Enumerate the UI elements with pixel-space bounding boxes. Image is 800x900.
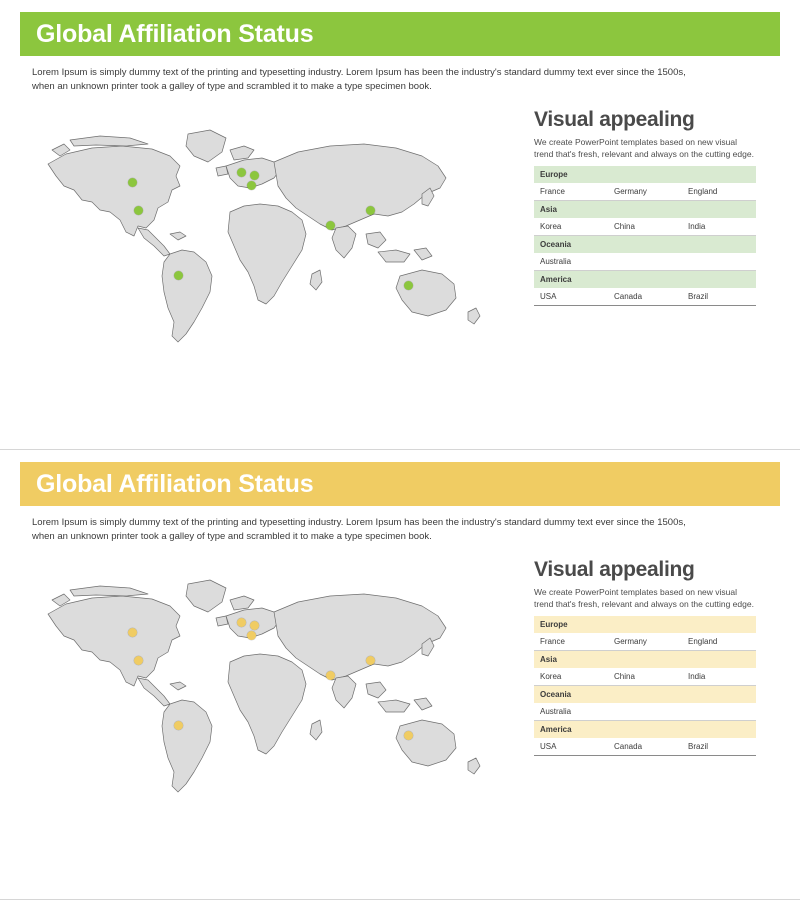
table-row [534,288,756,306]
affiliation-table [534,166,756,306]
country-cell: USA [534,738,608,756]
table-row [534,253,756,271]
region-label: America [534,720,756,738]
country-cell: Germany [608,183,682,201]
slide [0,450,800,900]
map-pin [404,281,413,290]
table-row [534,703,756,721]
table-row [534,633,756,651]
region-label: Oceania [534,235,756,253]
table-region-row [534,685,756,703]
country-cell: England [682,183,756,201]
table-row [534,183,756,201]
country-cell [608,703,682,721]
country-cell: Brazil [682,738,756,756]
table-region-row [534,200,756,218]
country-cell: India [682,218,756,236]
table-region-row [534,720,756,738]
map-pin [247,181,256,190]
table-region-row [534,616,756,633]
slide-title: Global Affiliation Status [36,19,314,48]
country-cell: China [608,218,682,236]
country-cell: Canada [608,288,682,306]
country-cell: USA [534,288,608,306]
slide-banner [20,12,780,56]
map-pin [250,621,259,630]
table-region-row [534,270,756,288]
country-cell: France [534,183,608,201]
country-cell: England [682,633,756,651]
side-panel-title: Visual appealing [534,557,695,581]
world-map [30,566,500,816]
region-label: Asia [534,200,756,218]
country-cell: France [534,633,608,651]
country-cell: Germany [608,633,682,651]
table-region-row [534,166,756,183]
country-cell: Brazil [682,288,756,306]
country-cell: Australia [534,253,608,271]
region-label: America [534,270,756,288]
country-cell [682,253,756,271]
map-pin [326,671,335,680]
slide-intro-text: Lorem Ipsum is simply dummy text of the printing and typesetting industry. Lorem Ipsum has been the industry's standard dummy text ever since the 1500s, when an unknown printer took a galley of type and scrambled it to make a type specimen book. [32,67,686,92]
country-cell: India [682,668,756,686]
map-pin [366,656,375,665]
table-row [534,668,756,686]
map-pin [134,206,143,215]
country-cell: China [608,668,682,686]
map-pin [250,171,259,180]
map-pin [128,628,137,637]
world-map [30,116,500,366]
side-panel-description: We create PowerPoint templates based on new visual trend that's fresh, relevant and always on the cutting edge. [534,586,754,609]
country-cell: Korea [534,218,608,236]
region-label: Europe [534,616,756,633]
map-pin [128,178,137,187]
map-pin [326,221,335,230]
slide-title: Global Affiliation Status [36,469,314,498]
region-label: Asia [534,650,756,668]
country-cell: Korea [534,668,608,686]
table-row [534,738,756,756]
side-panel-title: Visual appealing [534,107,695,131]
map-pin [237,168,246,177]
affiliation-table [534,616,756,756]
country-cell: Australia [534,703,608,721]
table-row [534,218,756,236]
region-label: Oceania [534,685,756,703]
slide-intro-text: Lorem Ipsum is simply dummy text of the printing and typesetting industry. Lorem Ipsum has been the industry's standard dummy text ever since the 1500s, when an unknown printer took a galley of type and scrambled it to make a type specimen book. [32,517,686,542]
country-cell: Canada [608,738,682,756]
map-pin [237,618,246,627]
country-cell [682,703,756,721]
table-region-row [534,235,756,253]
slide-banner [20,462,780,506]
country-cell [608,253,682,271]
side-panel-description: We create PowerPoint templates based on new visual trend that's fresh, relevant and always on the cutting edge. [534,136,754,159]
table-region-row [534,650,756,668]
map-pin [134,656,143,665]
region-label: Europe [534,166,756,183]
map-pin [174,271,183,280]
map-pin [174,721,183,730]
map-pin [247,631,256,640]
map-pin [404,731,413,740]
map-pin [366,206,375,215]
